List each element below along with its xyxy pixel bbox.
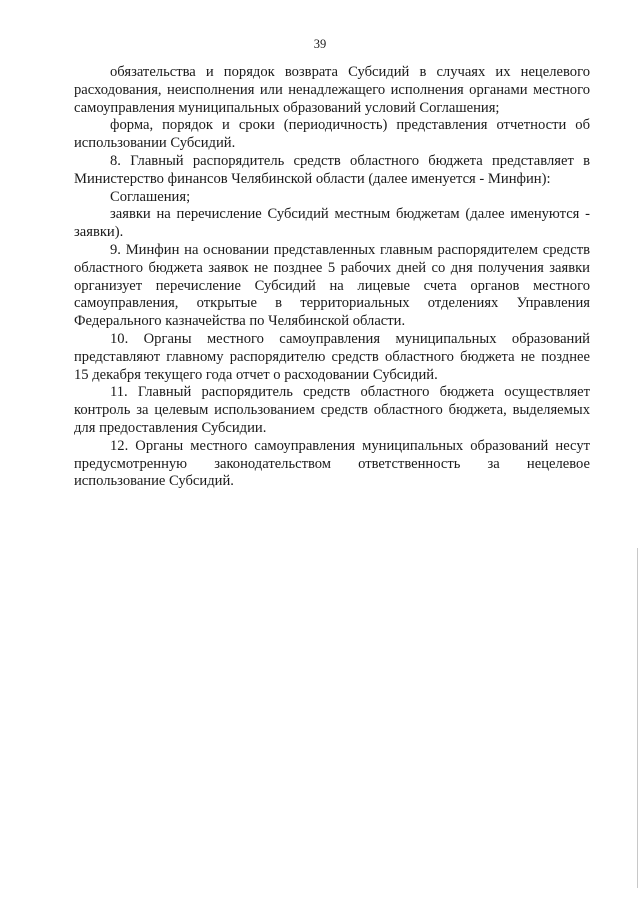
scan-edge-line — [637, 548, 638, 888]
paragraph-10-local-authorities: 10. Органы местного самоуправления муниципальных образований представляют главному распорядителю средств областного бюджета не позднее 15 декабря текущего года отчет о расходовании Субсидий. — [74, 330, 590, 383]
paragraph-reporting-form: форма, порядок и сроки (периодичность) представления отчетности об использовании Субсидий. — [74, 117, 590, 152]
page-number: 39 — [313, 37, 327, 51]
paragraph-11-control: 11. Главный распорядитель средств областного бюджета осуществляет контроль за целевым использованием средств областного бюджета, выделяемых для предоставления Субсидии. — [74, 384, 590, 436]
paragraph-transfer-requests: заявки на перечисление Субсидий местным бюджетам (далее именуются - заявки). — [74, 206, 590, 241]
paragraph-refund-terms: обязательства и порядок возврата Субсидий в случаях их нецелевого расходования, неисполнения или ненадлежащего исполнения органами местного самоуправления муниципальных образований условий Соглашения; — [74, 64, 590, 116]
paragraph-agreements: Соглашения; — [110, 188, 191, 205]
paragraph-8-main-manager: 8. Главный распорядитель средств областного бюджета представляет в Министерство финансов Челябинской области (далее именуется - Минфин): — [74, 152, 590, 187]
paragraph-9-minfin: 9. Минфин на основании представленных главным распорядителем средств областного бюджета заявок не позднее 5 рабочих дней со дня получения заявки организует перечисление Субсидий на лицевые счета органов местного самоуправления, открытые в территориальных отделениях Управления Федерального казначейства по Челябинской области. — [74, 241, 590, 330]
paragraph-12-responsibility: 12. Органы местного самоуправления муниципальных образований несут предусмотренную законодательством ответственность за нецелевое использование Субсидий. — [74, 437, 590, 490]
document-body — [74, 64, 590, 491]
